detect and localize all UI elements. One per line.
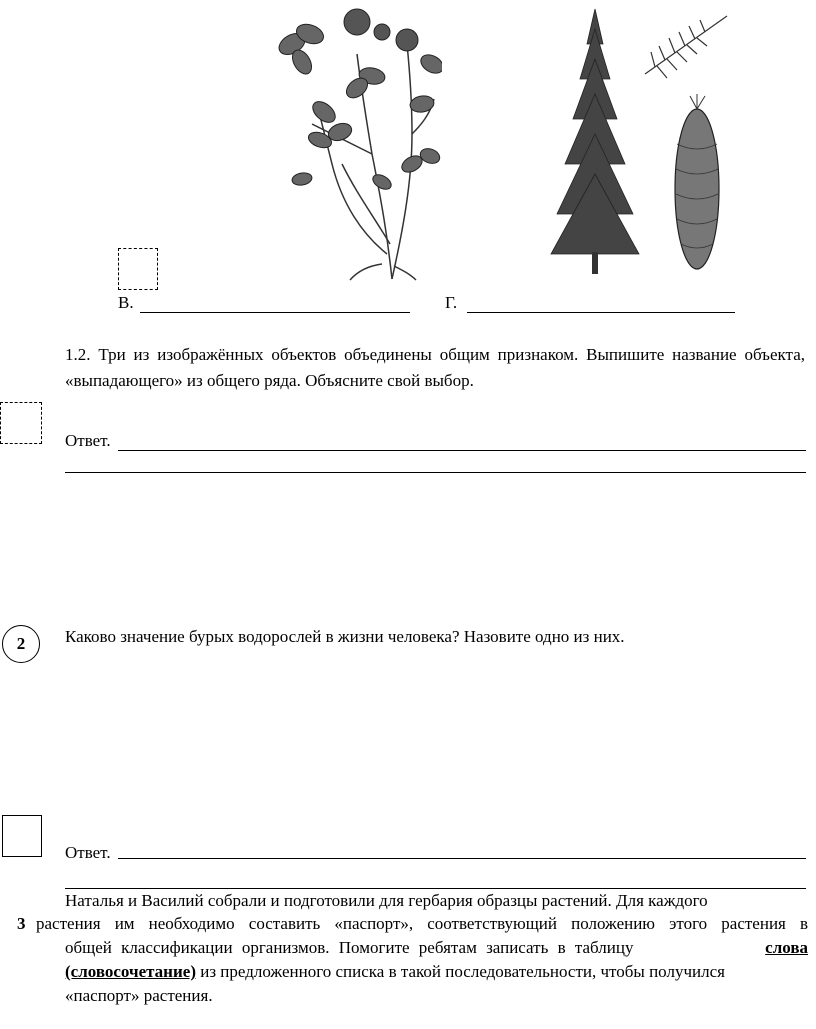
task-2-text: Каково значение бурых водорослей в жизни человека? Назовите одно из них. bbox=[65, 627, 625, 646]
task-1-2-answer-line-2[interactable] bbox=[65, 472, 806, 473]
answer-line-g[interactable] bbox=[467, 312, 735, 313]
task-3-keyword-phrase: (словосочетание) bbox=[65, 962, 196, 981]
task-3-line-4-text: из предложенного списка в такой последовательности, чтобы получился bbox=[195, 962, 725, 981]
label-v: В. bbox=[118, 293, 134, 312]
task-3-line-3 bbox=[65, 935, 808, 961]
label-g: Г. bbox=[445, 293, 458, 312]
task-3-number: 3 bbox=[17, 914, 26, 933]
task-3-line-4 bbox=[65, 959, 808, 985]
task-1-2-answer-line-1[interactable] bbox=[118, 450, 806, 451]
task-3-line-3-text: общей классификации организмов. Помогите ребятам записать в таблицу bbox=[65, 938, 643, 957]
spruce-illustration bbox=[545, 4, 735, 284]
task-1-2-text: 1.2. Три из изображённых объектов объединены общим признаком. Выпишите название объекта, «выпадающего» из общего ряда. Объясните свой выбор. bbox=[65, 345, 805, 390]
answer-line-v[interactable] bbox=[140, 312, 410, 313]
task-2-answer-line-1[interactable] bbox=[118, 858, 806, 859]
score-box-2[interactable] bbox=[2, 815, 42, 857]
task-3-line-2: растения им необходимо составить «паспорт», соответствующий положению этого растения в bbox=[36, 914, 808, 933]
task-3-line-5: «паспорт» растения. bbox=[65, 986, 213, 1005]
task-3-keyword-words: слова bbox=[765, 938, 808, 957]
score-box-1-1[interactable] bbox=[118, 248, 158, 290]
score-box-1-2[interactable] bbox=[0, 402, 42, 444]
task-2-answer-label: Ответ. bbox=[65, 843, 111, 862]
task-1-2-answer-label: Ответ. bbox=[65, 431, 111, 450]
task-2-number: 2 bbox=[2, 625, 40, 663]
clover-illustration bbox=[262, 4, 442, 284]
task-3-line-1: Наталья и Василий собрали и подготовили для гербария образцы растений. Для каждого bbox=[65, 891, 708, 910]
